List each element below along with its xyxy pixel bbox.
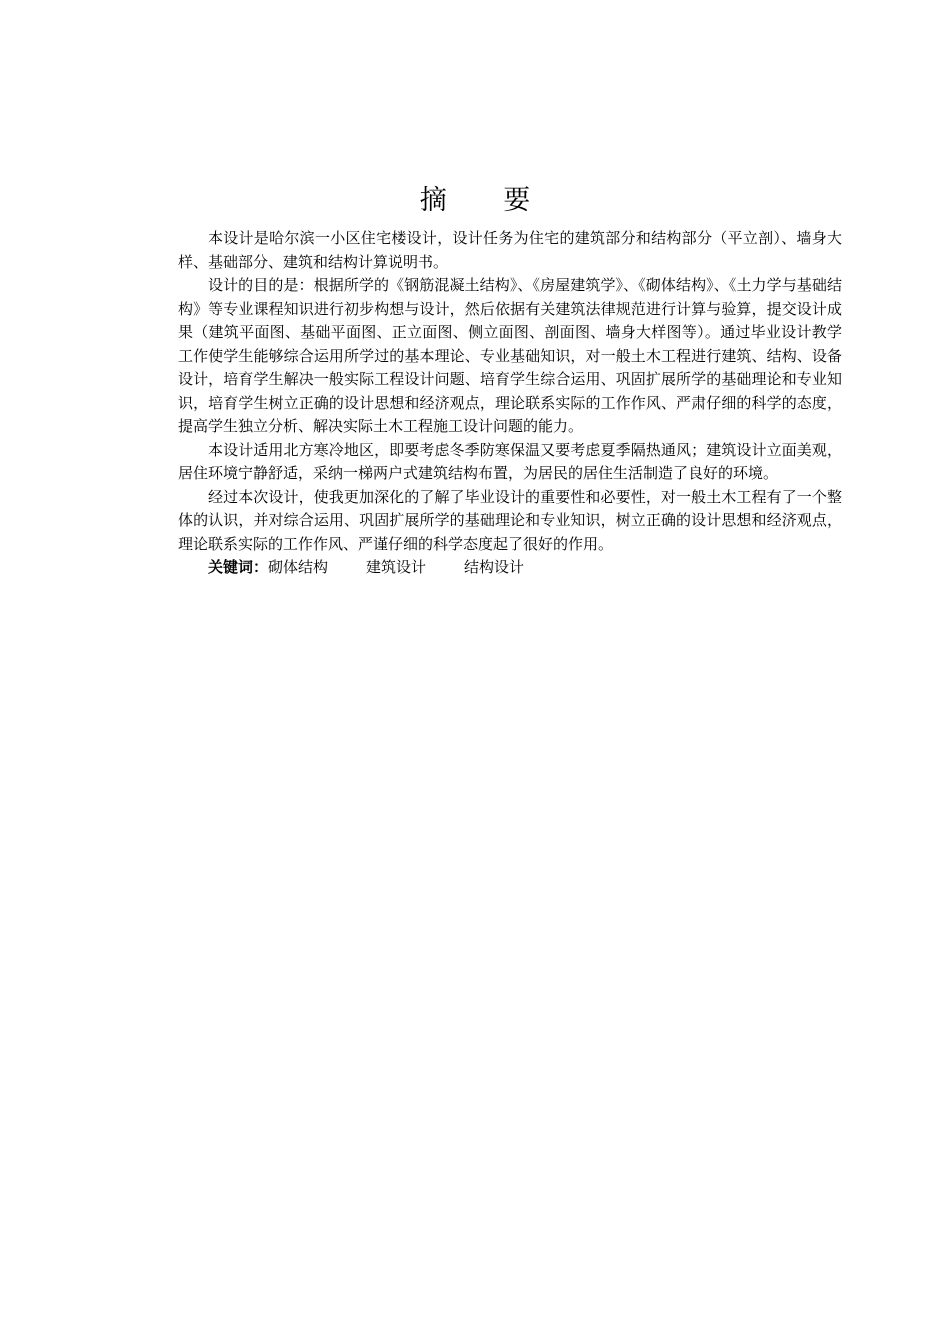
keyword-item: 建筑设计 [366,558,427,576]
page-title: 摘 要 [419,185,555,216]
abstract-paragraph: 经过本次设计，使我更加深化的了解了毕业设计的重要性和必要性，对一般土木工程有了一个整体的认识，并对综合运用、巩固扩展所学的基础理论和专业知识，树立正确的设计思想和经济观点，理论联系实际的工作作风、严谨仔细的科学态度起了很好的作用。 [178,487,842,553]
keyword-item: 砌体结构 [268,558,329,576]
abstract-paragraph: 本设计适用北方寒冷地区，即要考虑冬季防寒保温又要考虑夏季隔热通风；建筑设计立面美观，居住环境宁静舒适，采纳一梯两户式建筑结构布置，为居民的居住生活制造了良好的环境。 [178,440,842,482]
abstract-paragraph: 本设计是哈尔滨一小区住宅楼设计，设计任务为住宅的建筑部分和结构部分（平立剖）、墙身大样、基础部分、建筑和结构计算说明书。 [178,229,842,271]
keyword-item: 结构设计 [464,558,525,576]
abstract-paragraph: 设计的目的是：根据所学的《钢筋混凝土结构》、《房屋建筑学》、《砌体结构》、《土力学与基础结构》等专业课程知识进行初步构想与设计，然后依据有关建筑法律规范进行计算与验算，提交设计成果（建筑平面图、基础平面图、正立面图、侧立面图、剖面图、墙身大样图等）。通过毕业设计教学工作使学生能够综合运用所学过的基本理论、专业基础知识，对一般土木工程进行建筑、结构、设备设计，培育学生解决一般实际工程设计问题、培育学生综合运用、巩固扩展所学的基础理论和专业知识，培育学生树立正确的设计思想和经济观点，理论联系实际的工作作风、严肃仔细的科学的态度，提高学生独立分析、解决实际土木工程施工设计问题的能力。 [178,276,842,435]
keywords-label: 关键词： [208,558,269,576]
abstract-body [178,227,842,580]
keywords-line [178,556,842,580]
